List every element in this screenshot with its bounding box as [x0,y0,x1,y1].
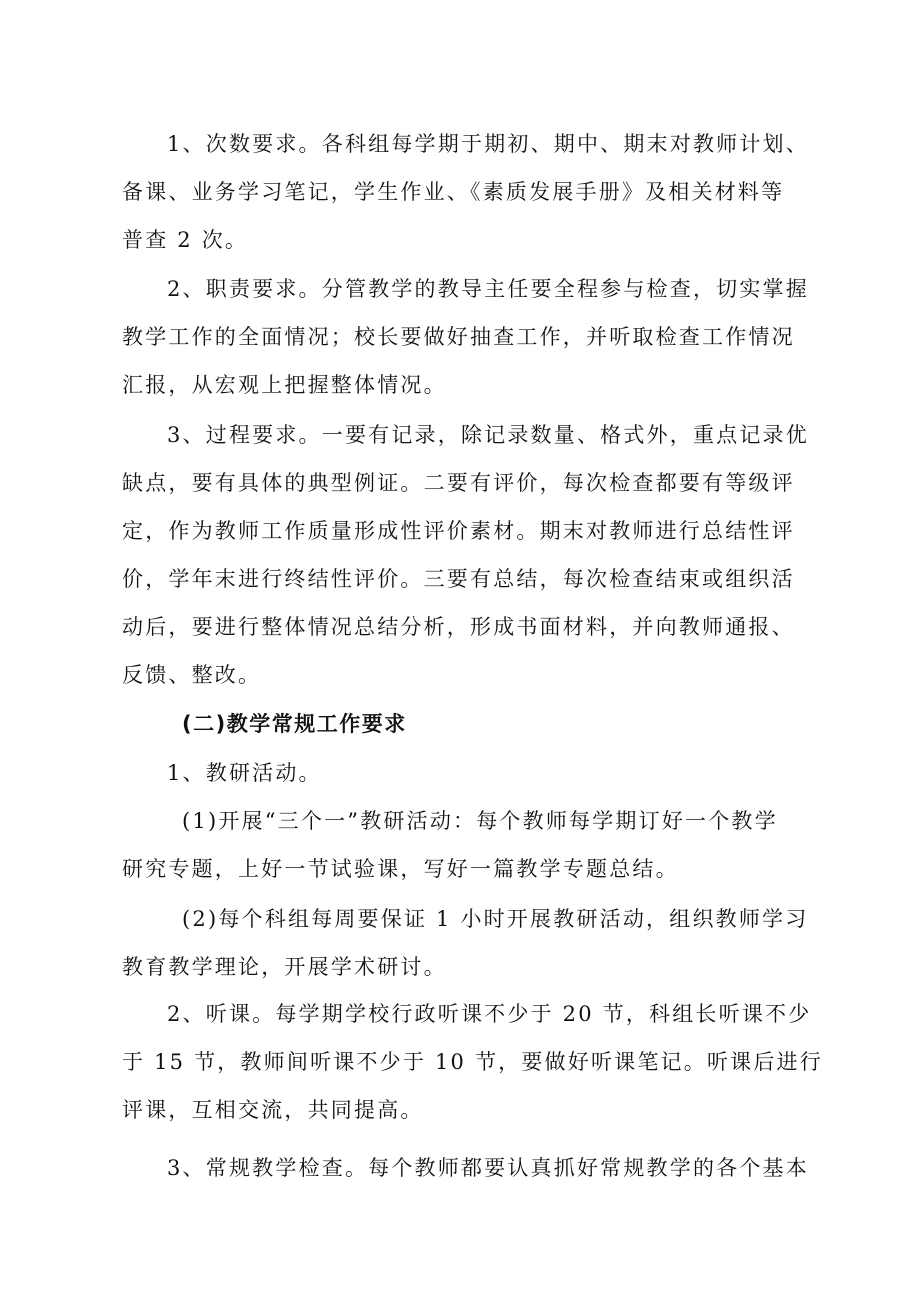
section-paragraph-2-line-2: 研究专题，上好一节试验课，写好一篇教学专题总结。 [122,857,679,881]
paragraph-3-line-3: 定，作为教师工作质量形成性评价素材。期末对教师进行总结性评 [122,519,795,543]
paragraph-2-line-2: 教学工作的全面情况；校长要做好抽查工作，并听取检查工作情况 [122,325,795,349]
paragraph-2-line-1: 2、职责要求。分管教学的教导主任要全程参与检查，切实掌握 [167,277,809,301]
section-paragraph-2-line-1: (1)开展“三个一”教研活动：每个教师每学期订好一个教学 [182,809,778,833]
section-paragraph-1-line-1: 1、教研活动。 [167,761,322,785]
paragraph-3-line-6: 反馈、整改。 [122,663,262,687]
section-paragraph-4-line-2: 于 15 节，教师间听课不少于 10 节，要做好听课笔记。听课后进行 [122,1050,823,1074]
section-paragraph-4-line-1: 2、听课。每学期学校行政听课不少于 20 节，科组长听课不少 [167,1002,812,1026]
paragraph-2-line-3: 汇报，从宏观上把握整体情况。 [122,373,447,397]
section-paragraph-3-line-1: (2)每个科组每周要保证 1 小时开展教研活动，组织教师学习 [182,907,809,931]
paragraph-3-line-1: 3、过程要求。一要有记录，除记录数量、格式外，重点记录优 [167,423,809,447]
paragraph-3-line-5: 动后，要进行整体情况总结分析，形成书面材料，并向教师通报、 [122,615,795,639]
section-heading: (二)教学常规工作要求 [182,712,407,736]
paragraph-1-line-1: 1、次数要求。各科组每学期于期初、期中、期末对教师计划、 [167,132,809,156]
paragraph-3-line-4: 价，学年末进行终结性评价。三要有总结，每次检查结束或组织活 [122,567,795,591]
paragraph-1-line-2: 备课、业务学习笔记，学生作业、《素质发展手册》及相关材料等 [122,180,785,204]
paragraph-1-line-3: 普查 2 次。 [122,228,249,252]
paragraph-3-line-2: 缺点，要有具体的典型例证。二要有评价，每次检查都要有等级评 [122,471,795,495]
section-paragraph-5-line-1: 3、常规教学检查。每个教师都要认真抓好常规教学的各个基本 [167,1156,809,1180]
section-paragraph-4-line-3: 评课，互相交流，共同提高。 [122,1098,424,1122]
section-paragraph-3-line-2: 教育教学理论，开展学术研讨。 [122,955,447,979]
